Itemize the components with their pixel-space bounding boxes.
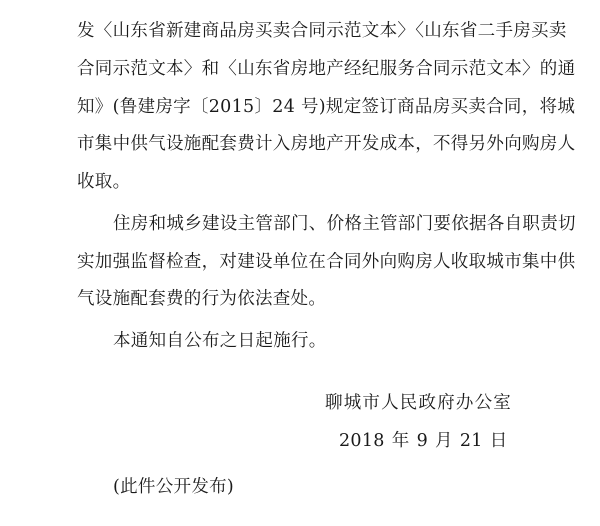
paragraph-2-line-2: 实加强监督检查，对建设单位在合同外向购房人收取城市集中供 — [77, 252, 576, 272]
publication-note: (此件公开发布) — [113, 477, 235, 497]
paragraph-1-line-5: 收取。 — [77, 172, 131, 192]
paragraph-1-line-1: 发〈山东省新建商品房买卖合同示范文本〉〈山东省二手房买卖 — [77, 21, 567, 41]
date-month-unit: 月 — [435, 431, 453, 451]
date-year-unit: 年 — [391, 431, 410, 451]
paragraph-1-line-4: 市集中供气设施配套费计入房地产开发成本，不得另外向购房人 — [77, 134, 576, 154]
paragraph-3-line-1: 本通知自公布之日起施行。 — [113, 331, 327, 351]
date-month: 9 — [416, 431, 428, 451]
date-day: 21 — [459, 431, 483, 451]
paragraph-1-line-2: 合同示范文本〉和〈山东省房地产经纪服务合同示范文本〉的通 — [77, 59, 576, 79]
date-day-unit: 日 — [489, 431, 508, 451]
date-year: 2018 — [339, 431, 385, 451]
issuing-office-signature: 聊城市人民政府办公室 — [325, 393, 512, 413]
paragraph-1-line-3: 知》(鲁建房字〔2015〕24 号)规定签订商品房买卖合同，将城 — [77, 97, 576, 117]
paragraph-2-line-3: 气设施配套费的行为依法查处。 — [77, 289, 327, 309]
issue-date — [339, 430, 508, 452]
paragraph-2-line-1: 住房和城乡建设主管部门、价格主管部门要依据各自职责切 — [113, 214, 576, 234]
